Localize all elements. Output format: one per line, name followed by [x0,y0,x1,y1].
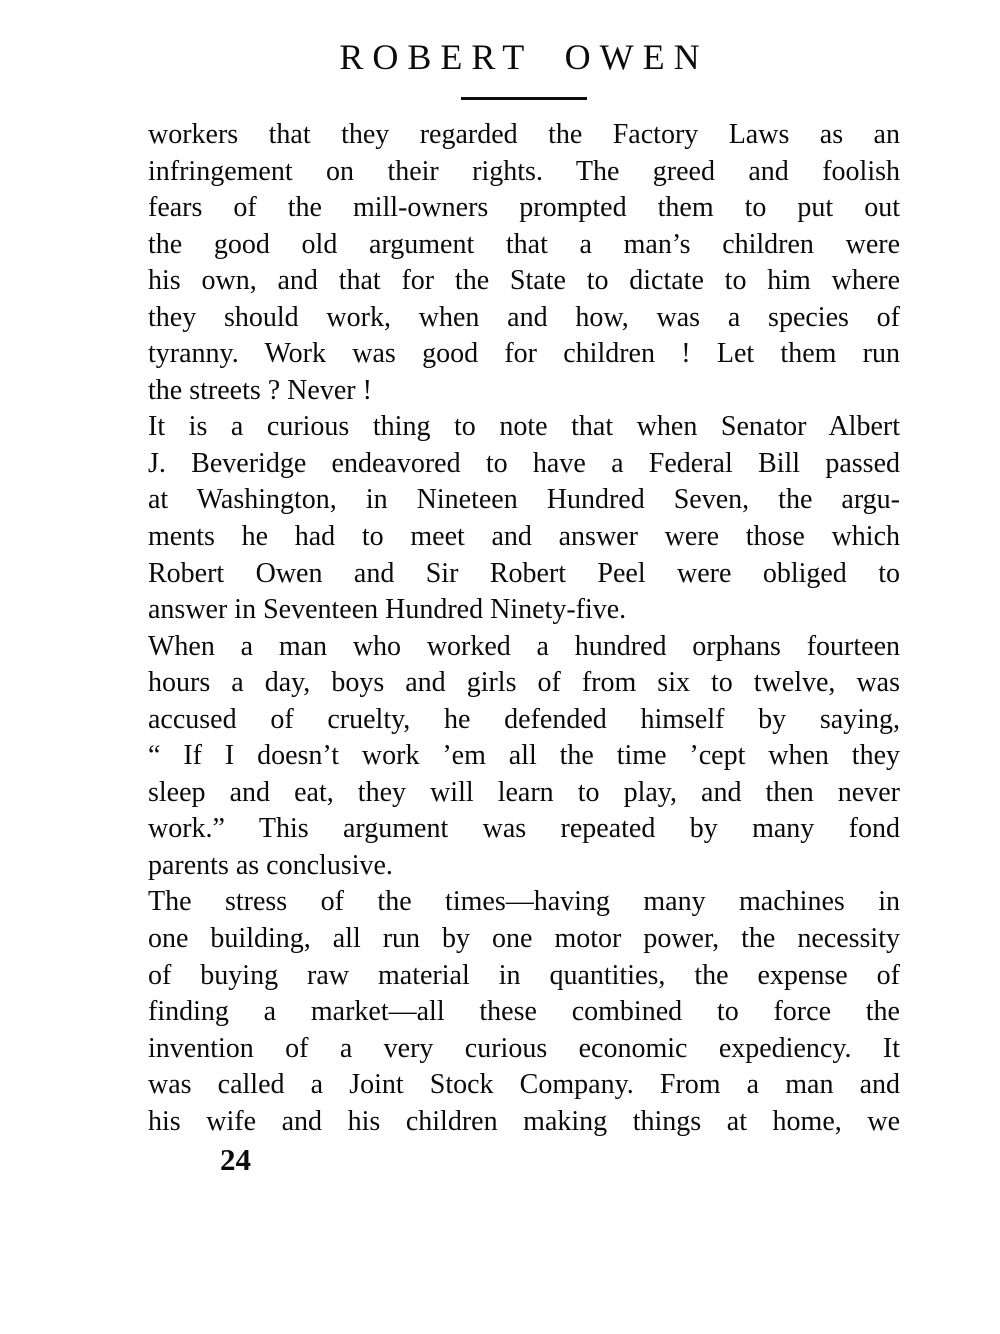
paragraph [148,117,900,409]
paragraph [148,409,900,628]
text-line: work.” This argument was repeated by many fond [148,813,900,845]
text-line: Robert Owen and Sir Robert Peel were obliged to [148,557,900,589]
body-text [148,117,900,1140]
text-line: workers that they regarded the Factory Laws as an [148,119,900,150]
text-line: they should work, when and how, was a species of [148,301,900,333]
text-line: infringement on their rights. The greed and foolish [148,155,900,187]
paragraph [148,884,900,1140]
text-line: answer in Seventeen Hundred Ninety-five. [148,594,627,626]
text-line: hours a day, boys and girls of from six to twelve, was [148,667,900,699]
text-line: one building, all run by one motor power, the necessity [148,923,900,955]
text-line: sleep and eat, they will learn to play, and then never [148,776,900,808]
text-line: accused of cruelty, he defended himself by saying, [148,703,900,735]
text-line: It is a curious thing to note that when Senator Albert [148,411,900,443]
text-line: tyranny. Work was good for children ! Let them run [148,338,900,370]
text-line: parents as conclusive. [148,849,393,881]
text-line: fears of the mill-owners prompted them to put out [148,192,900,224]
text-line: the good old argument that a man’s children were [148,228,900,260]
text-line: his own, and that for the State to dictate to him where [148,265,900,297]
page-content [148,0,900,1140]
text-line: finding a market—all these combined to force the [148,996,900,1028]
text-line: The stress of the times—having many machines in [148,886,900,918]
text-line: ments he had to meet and answer were those which [148,521,900,553]
page-number: 24 [220,1142,251,1177]
title-divider-rule [461,97,587,100]
text-line: J. Beveridge endeavored to have a Federal Bill passed [148,447,900,479]
paragraph [148,629,900,885]
text-line: his wife and his children making things at home, we [148,1105,900,1137]
text-line: the streets ? Never ! [148,374,372,406]
text-line: of buying raw material in quantities, the expense of [148,959,900,991]
text-line: When a man who worked a hundred orphans fourteen [148,630,900,662]
text-line: was called a Joint Stock Company. From a man and [148,1069,900,1101]
text-line: at Washington, in Nineteen Hundred Seven, the argu- [148,484,900,516]
text-line: “ If I doesn’t work ’em all the time ’cept when they [148,740,900,772]
text-line: invention of a very curious economic expediency. It [148,1032,900,1064]
page-title: ROBERT OWEN [339,37,709,77]
